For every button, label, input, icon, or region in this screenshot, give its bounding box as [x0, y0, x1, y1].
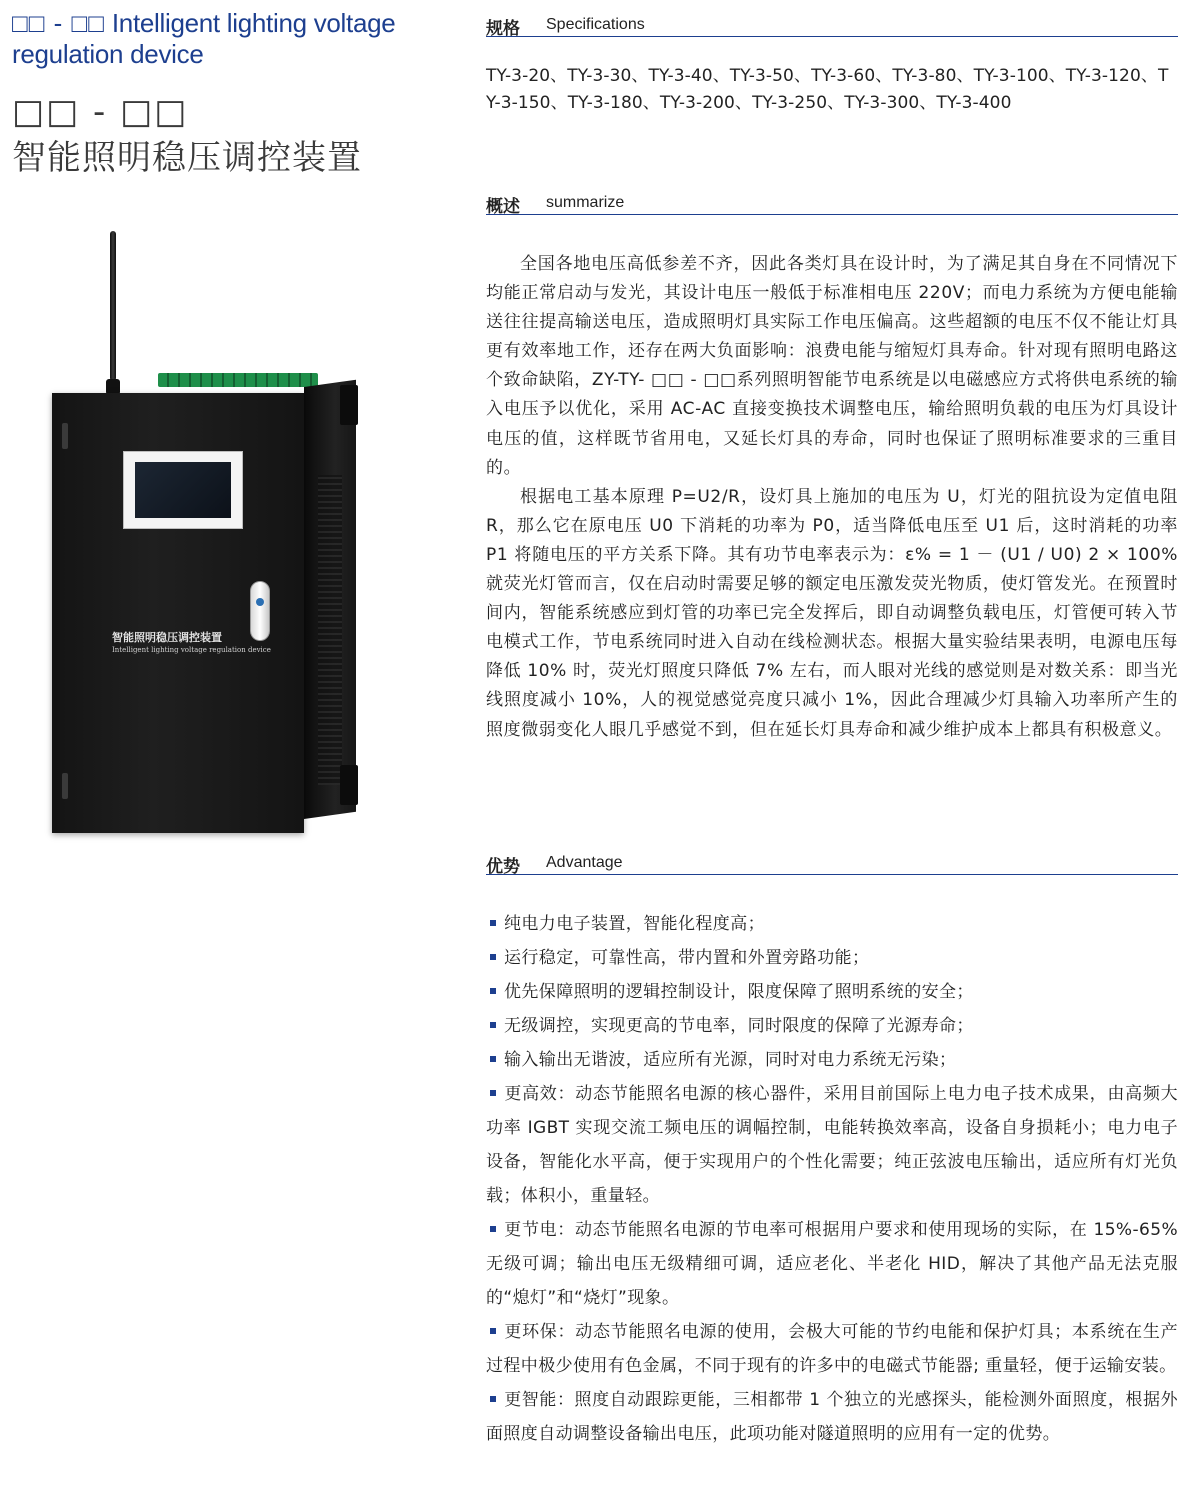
spec-heading [486, 8, 1178, 37]
list-item [486, 1043, 1178, 1077]
square-bullet-icon [490, 1328, 496, 1334]
display-screen [135, 462, 231, 518]
summary-body [486, 250, 1178, 745]
list-item [486, 1009, 1178, 1043]
square-bullet-icon [490, 1090, 496, 1096]
advantage-text: 优先保障照明的逻辑控制设计，限度保障了照明系统的安全； [504, 982, 974, 1002]
mount-bracket [340, 385, 358, 425]
model-code: □□ - □□ [12, 92, 189, 132]
left-column [0, 0, 470, 1488]
square-bullet-icon [490, 954, 496, 960]
square-bullet-icon [490, 1226, 496, 1232]
spec-models: TY-3-20、TY-3-30、TY-3-40、TY-3-50、TY-3-60、TY-3-80、TY-3-100、TY-3-120、TY-3-150、TY-3-180、TY-3-200、TY-3-250、TY-3-300、TY-3-400 [486, 66, 1169, 113]
square-bullet-icon [490, 1396, 496, 1402]
square-bullet-icon [490, 988, 496, 994]
advantage-text: 纯电力电子装置，智能化程度高； [504, 914, 765, 934]
antenna [110, 231, 116, 381]
advantage-text: 输入输出无谐波，适应所有光源，同时对电力系统无污染； [504, 1050, 957, 1070]
advantage-text: 无级调控，实现更高的节电率，同时限度的保障了光源寿命； [504, 1016, 974, 1036]
cabinet-vents [318, 475, 342, 785]
advantage-heading [486, 846, 1178, 875]
cabinet-label-cn: 智能照明稳压调控装置 [112, 631, 222, 644]
advantage-list [486, 907, 1178, 1451]
hinge [62, 773, 68, 799]
list-item [486, 941, 1178, 975]
summary-paragraph-1: 全国各地电压高低参差不齐，因此各类灯具在设计时，为了满足其自身在不同情况下均能正常启动与发光，其设计电压一般低于标准相电压 220V；而电力系统为方便电能输送往往提高输送电压，造成照明灯具实际工作电压偏高。这些超额的电压不仅不能让灯具更有效率地工作，还存在两大负面影响：浪费电能与缩短灯具寿命。针对现有照明电路这个致命缺陷，ZY-TY- □□ - □□系列照明智能节电系统是以电磁感应方式将供电系统的输入电压予以优化，采用 AC-AC 直接变换技术调整电压，输给照明负载的电压为灯具设计电压的值，这样既节省用电，又延长灯具的寿命，同时也保证了照明标准要求的三重目的。 [486, 254, 1178, 478]
cabinet-label-en: Intelligent lighting voltage regulation device [112, 646, 271, 654]
advantage-text: 更高效：动态节能照名电源的核心器件，采用目前国际上电力电子技术成果，由高频大功率 IGBT 实现交流工频电压的调幅控制，电能转换效率高，设备自身损耗小；电力电子设备，智能化水平高，便于实现用户的个性化需要；纯正弦波电压输出，适应所有灯光负载；体积小，重量轻。 [486, 1084, 1178, 1206]
advantage-text: 更节电：动态节能照名电源的节电率可根据用户要求和使用现场的实际，在 15%-65% 无级可调；输出电压无级精细可调，适应老化、半老化 HID，解决了其他产品无法克服的“熄灯”和“烧灯”现象。 [486, 1220, 1178, 1308]
list-item [486, 1077, 1178, 1213]
square-bullet-icon [490, 1056, 496, 1062]
summary-heading-en: summarize [546, 194, 625, 211]
list-item [486, 907, 1178, 941]
title-en-text: Intelligent lighting voltage regulation device [12, 8, 396, 69]
list-item [486, 1315, 1178, 1383]
title-cn: 智能照明稳压调控装置 [12, 138, 362, 178]
mount-bracket [340, 765, 358, 805]
terminal-block [158, 373, 318, 387]
summary-heading-cn: 概述 [486, 197, 520, 217]
hinge [62, 423, 68, 449]
display-frame [123, 451, 243, 529]
product-image [40, 225, 380, 845]
list-item [486, 1383, 1178, 1451]
list-item [486, 975, 1178, 1009]
advantage-text: 运行稳定，可靠性高，带内置和外置旁路功能； [504, 948, 870, 968]
model-code-small: □□ - □□ [12, 8, 105, 38]
advantage-text: 更智能：照度自动跟踪更能，三相都带 1 个独立的光感探头，能检测外面照度，根据外面照度自动调整设备输出电压，此项功能对隧道照明的应用有一定的优势。 [486, 1390, 1178, 1444]
advantage-heading-cn: 优势 [486, 857, 520, 877]
summary-paragraph-2: 根据电工基本原理 P=U2/R，设灯具上施加的电压为 U，灯光的阻抗设为定值电阻 R，那么它在原电压 U0 下消耗的功率为 P0，适当降低电压至 U1 后，这时消耗的功率 P1 将随电压的平方关系下降。其有功节电率表示为：ε% = 1 － (U1 / U0) 2 × 100% 就荧光灯管而言，仅在启动时需要足够的额定电压激发荧光物质，使灯管发光。在预置时间内，智能系统感应到灯管的功率已完全发挥后，即自动调整负载电压，灯管便可转入节电模式工作，节电系统同时进入自动在线检测状态。根据大量实验结果表明，电源电压每降低 10% 时，荧光灯照度只降低 7% 左右，而人眼对光线的感觉则是对数关系：即当光线照度减小 10%，人的视觉感觉亮度只减小 1%，因此合理减少灯具输入功率所产生的照度微弱变化人眼几乎感觉不到，但在延长灯具寿命和减少维护成本上都具有积极意义。 [486, 486, 1178, 740]
advantage-text: 更环保：动态节能照名电源的使用，会极大可能的节约电能和保护灯具；本系统在生产过程中极少使用有色金属，不同于现有的许多中的电磁式节能器; 重量轻，便于运输安装。 [486, 1322, 1178, 1376]
spec-heading-cn: 规格 [486, 19, 520, 39]
square-bullet-icon [490, 1022, 496, 1028]
square-bullet-icon [490, 920, 496, 926]
advantage-heading-en: Advantage [546, 854, 623, 871]
title-en [12, 8, 452, 70]
summary-heading [486, 186, 1178, 215]
list-item [486, 1213, 1178, 1315]
spec-heading-en: Specifications [546, 16, 645, 33]
cabinet-front [52, 393, 304, 833]
